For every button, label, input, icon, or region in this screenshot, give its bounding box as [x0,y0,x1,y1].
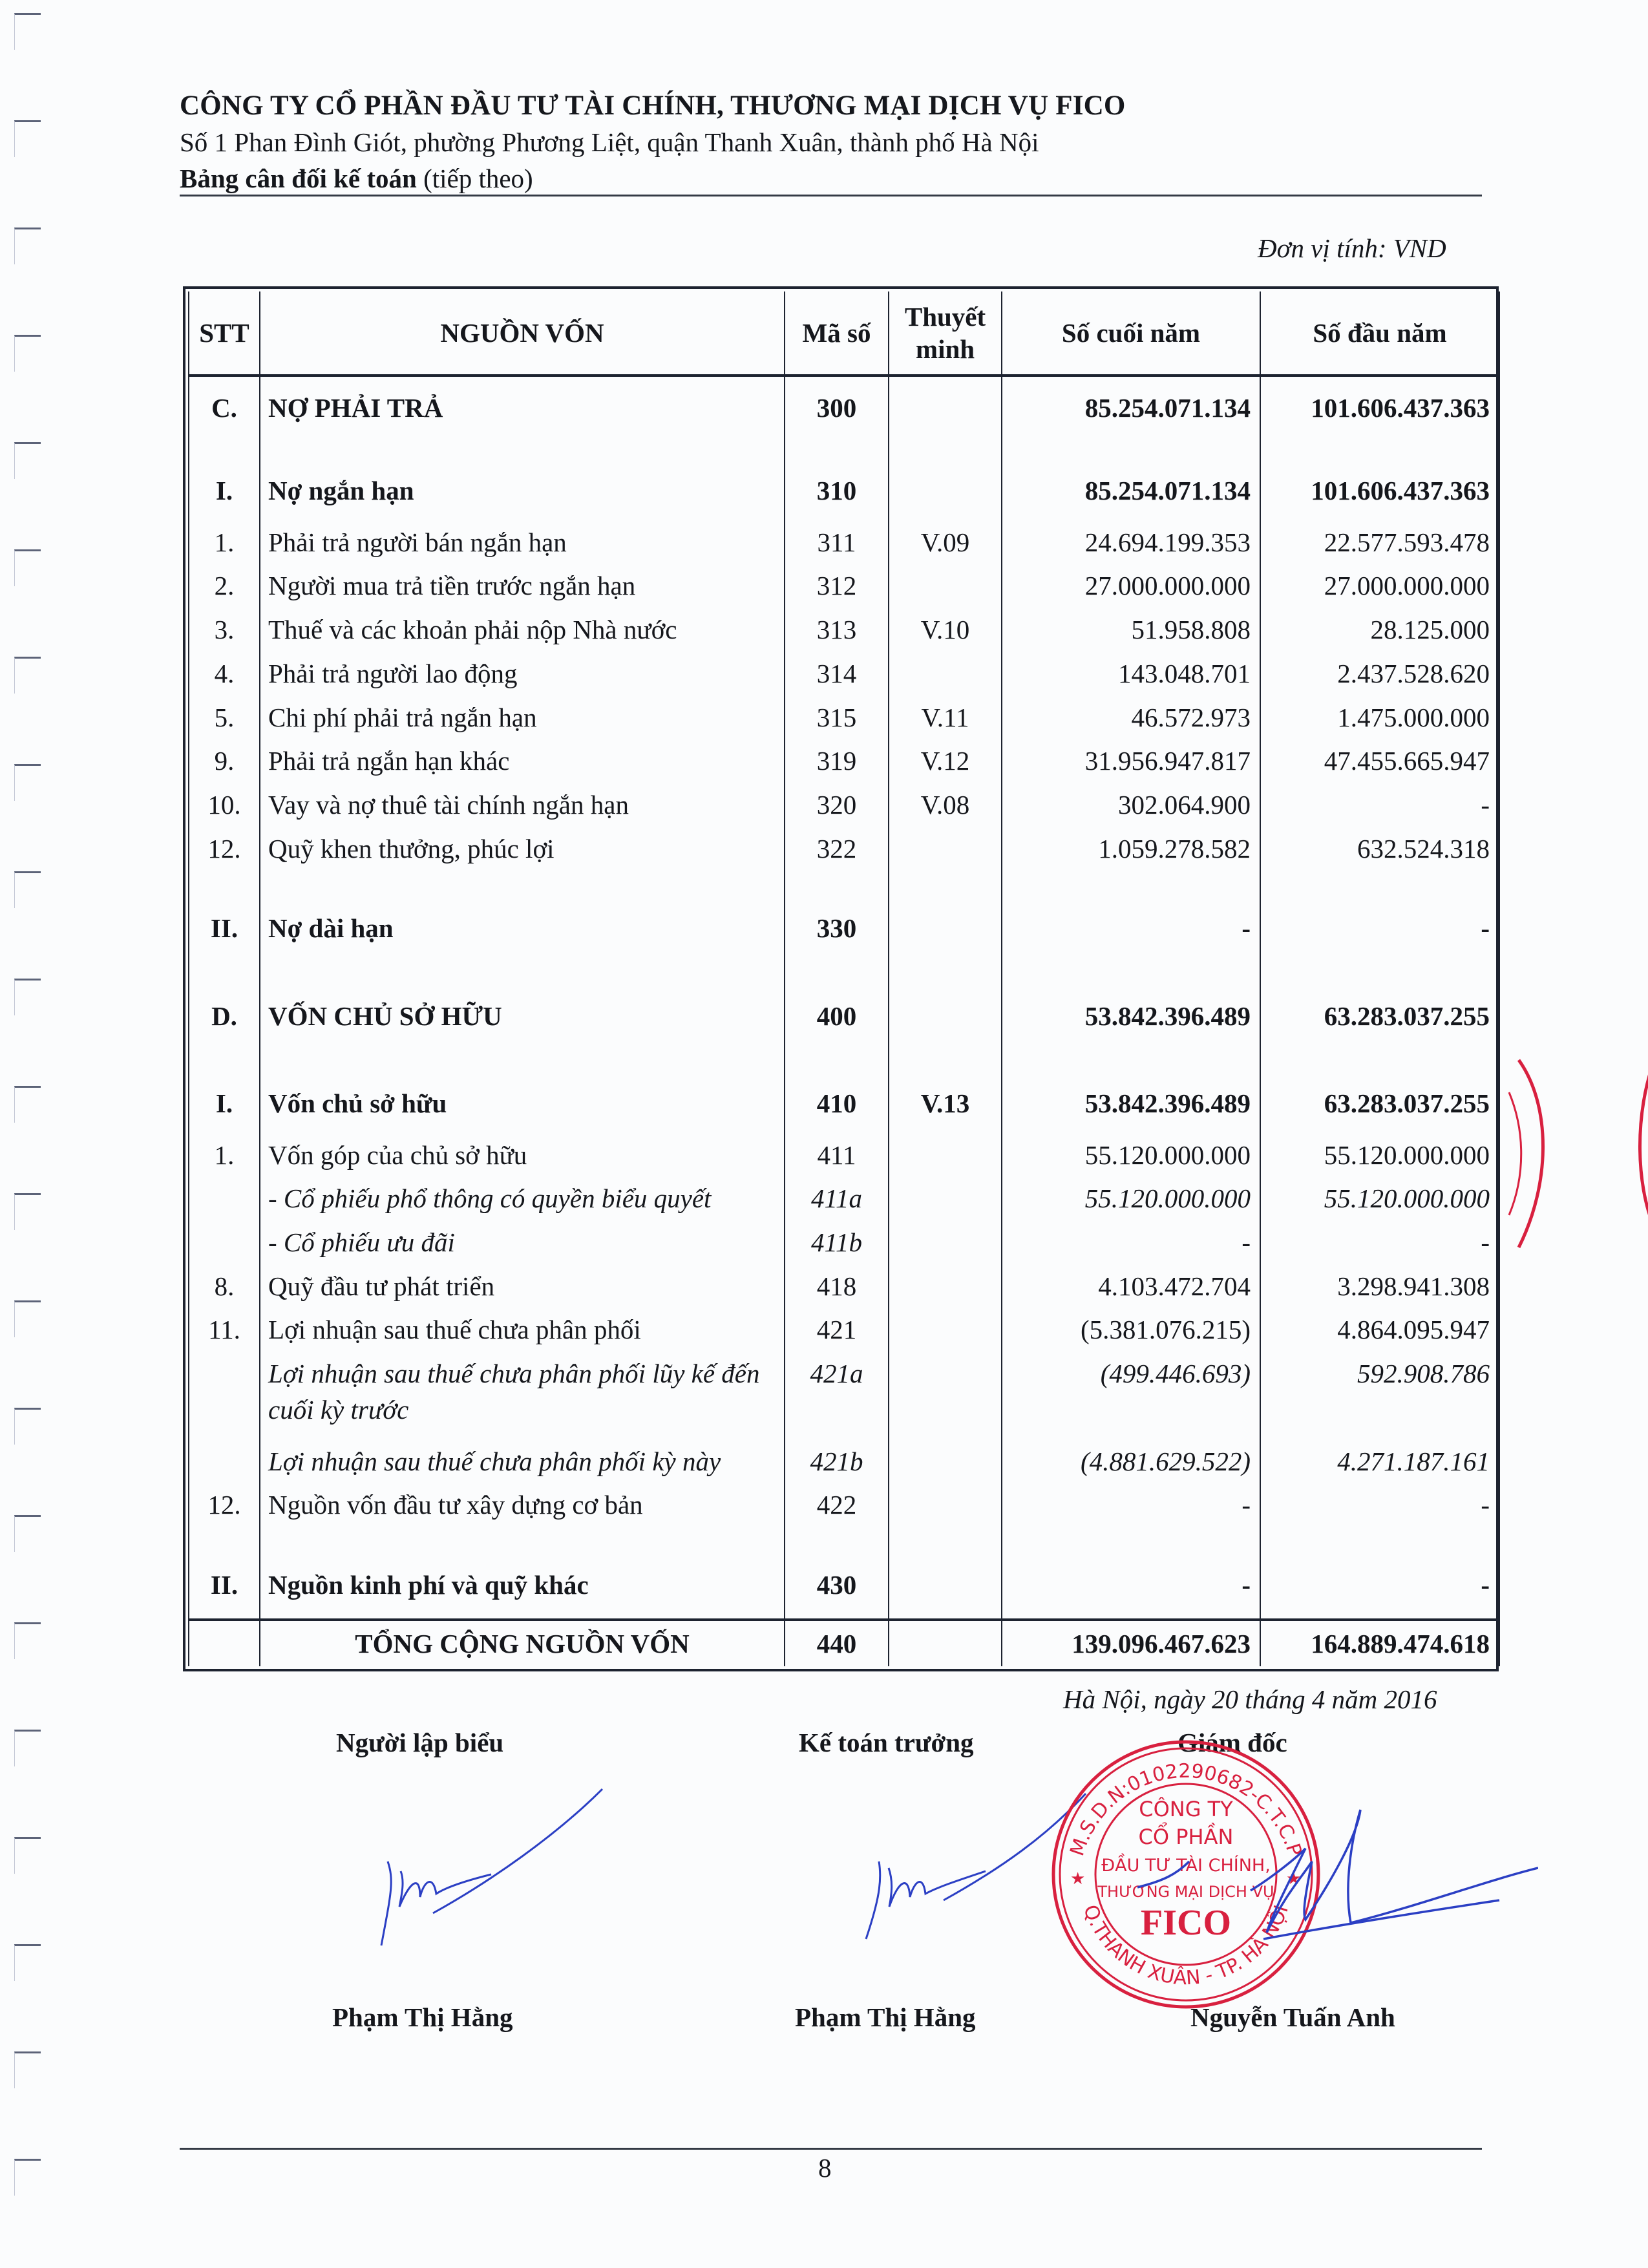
document-subtitle [180,160,1482,196]
cell-stt: I. [189,436,260,524]
cell-end-of-year: 31.956.947.817 [1002,743,1260,787]
total-cell-stt [189,1620,260,1666]
total-cell-beginning-of-year: 164.889.474.618 [1260,1620,1499,1666]
cell-code: 322 [785,831,889,874]
table-row [189,1487,1499,1531]
cell-code: 411 [785,1137,889,1181]
binding-hole [14,549,41,586]
seal-line-1: CÔNG TY [1139,1797,1233,1821]
cell-beginning-of-year: 101.606.437.363 [1260,376,1499,436]
cell-stt: D. [189,962,260,1049]
cell-end-of-year: 4.103.472.704 [1002,1268,1260,1312]
seal-star-icon: ★ [1070,1869,1086,1888]
seal-ring-top: M.S.D.N:0102290682-C.T.C.P [1066,1759,1306,1860]
cell-beginning-of-year: - [1260,787,1499,831]
cell-item-name: Nguồn vốn đầu tư xây dựng cơ bản [260,1487,785,1531]
document-header [180,88,1482,196]
cell-code: 319 [785,743,889,787]
cell-end-of-year: 1.059.278.582 [1002,831,1260,874]
cell-note [889,1355,1002,1443]
cell-code: 410 [785,1049,889,1136]
table-header-row [189,291,1499,376]
cell-end-of-year: (4.881.629.522) [1002,1443,1260,1487]
partial-seal-edge [1506,1054,1648,1260]
cell-beginning-of-year: 4.271.187.161 [1260,1443,1499,1487]
subtitle-continued: (tiếp theo) [416,164,533,193]
cell-stt: 10. [189,787,260,831]
binding-hole [14,764,41,801]
cell-item-name: - Cổ phiếu phổ thông có quyền biểu quyết [260,1180,785,1224]
cell-note [889,1180,1002,1224]
cell-note [889,1268,1002,1312]
cell-end-of-year: 85.254.071.134 [1002,376,1260,436]
cell-code: 314 [785,655,889,699]
cell-beginning-of-year: 3.298.941.308 [1260,1268,1499,1312]
total-row [189,1620,1499,1666]
cell-stt: 12. [189,1487,260,1531]
cell-code: 421a [785,1355,889,1443]
cell-note: V.08 [889,787,1002,831]
cell-end-of-year: 302.064.900 [1002,787,1260,831]
cell-code: 430 [785,1531,889,1618]
cell-item-name: Quỹ đầu tư phát triển [260,1268,785,1312]
cell-stt: II. [189,874,260,961]
cell-stt: 1. [189,1137,260,1181]
cell-beginning-of-year: 55.120.000.000 [1260,1180,1499,1224]
cell-note: V.09 [889,524,1002,568]
seal-line-2: CỔ PHẦN [1138,1825,1234,1849]
cell-end-of-year: 46.572.973 [1002,699,1260,743]
total-cell-note [889,1620,1002,1666]
col-header-name: NGUỒN VỐN [260,291,785,376]
cell-beginning-of-year: 63.283.037.255 [1260,962,1499,1049]
cell-code: 421 [785,1311,889,1355]
cell-end-of-year: - [1002,1531,1260,1618]
table-row [189,1224,1499,1268]
cell-note: V.12 [889,743,1002,787]
cell-stt: 12. [189,831,260,874]
cell-end-of-year: - [1002,874,1260,961]
cell-beginning-of-year: 28.125.000 [1260,611,1499,655]
seal-line-4: THƯƠNG MẠI DỊCH VỤ [1097,1883,1274,1901]
cell-code: 411b [785,1224,889,1268]
cell-item-name: Người mua trả tiền trước ngắn hạn [260,567,785,611]
cell-end-of-year: 27.000.000.000 [1002,567,1260,611]
binding-hole [14,228,41,264]
cell-beginning-of-year: - [1260,1531,1499,1618]
cell-end-of-year: 85.254.071.134 [1002,436,1260,524]
cell-stt: 1. [189,524,260,568]
col-header-code: Mã số [785,291,889,376]
cell-stt: 11. [189,1311,260,1355]
cell-note [889,1224,1002,1268]
company-name: CÔNG TY CỔ PHẦN ĐẦU TƯ TÀI CHÍNH, THƯƠNG MẠI DỊCH VỤ FICO [180,90,1126,121]
balance-sheet-table [188,291,1500,1666]
binding-hole [14,1837,41,1874]
cell-note [889,1311,1002,1355]
cell-item-name: Nợ dài hạn [260,874,785,961]
cell-note [889,831,1002,874]
table-row [189,655,1499,699]
table-row [189,743,1499,787]
cell-stt: 3. [189,611,260,655]
cell-note [889,1443,1002,1487]
cell-item-name: Vốn góp của chủ sở hữu [260,1137,785,1181]
cell-end-of-year: 24.694.199.353 [1002,524,1260,568]
table-row [189,1443,1499,1487]
cell-item-name: Nguồn kinh phí và quỹ khác [260,1531,785,1618]
cell-item-name: Lợi nhuận sau thuế chưa phân phối [260,1311,785,1355]
cell-code: 310 [785,436,889,524]
cell-code: 411a [785,1180,889,1224]
preparer-signature [362,1784,633,1952]
table-row [189,831,1499,874]
table-row [189,436,1499,524]
cell-beginning-of-year: - [1260,1487,1499,1531]
table-row [189,1137,1499,1181]
cell-end-of-year: (499.446.693) [1002,1355,1260,1443]
cell-note [889,436,1002,524]
total-cell-end-of-year: 139.096.467.623 [1002,1620,1260,1666]
table-row [189,1180,1499,1224]
cell-item-name: Phải trả người bán ngắn hạn [260,524,785,568]
table-row [189,1311,1499,1355]
cell-note [889,376,1002,436]
binding-hole [14,2159,41,2196]
footer-divider [180,2148,1482,2150]
cell-end-of-year: 53.842.396.489 [1002,1049,1260,1136]
table-row [189,524,1499,568]
table-row [189,1531,1499,1618]
cell-beginning-of-year: 2.437.528.620 [1260,655,1499,699]
cell-end-of-year: 53.842.396.489 [1002,962,1260,1049]
cell-stt [189,1355,260,1443]
page-number: 8 [818,2153,832,2183]
director-signature [1137,1784,1538,1952]
col-header-end-of-year: Số cuối năm [1002,291,1260,376]
table-row [189,1268,1499,1312]
preparer-role: Người lập biểu [336,1728,504,1757]
cell-beginning-of-year: 592.908.786 [1260,1355,1499,1443]
cell-code: 422 [785,1487,889,1531]
cell-code: 320 [785,787,889,831]
table-row [189,1355,1499,1443]
cell-code: 421b [785,1443,889,1487]
table-row [189,611,1499,655]
cell-note [889,1531,1002,1618]
binding-hole [14,1193,41,1230]
binding-hole [14,1730,41,1766]
cell-code: 400 [785,962,889,1049]
subtitle-bold: Bảng cân đối kế toán [180,164,417,193]
cell-code: 418 [785,1268,889,1312]
table-row [189,787,1499,831]
binding-hole [14,442,41,479]
table-row [189,699,1499,743]
cell-item-name: Lợi nhuận sau thuế chưa phân phối kỳ này [260,1443,785,1487]
currency-unit: Đơn vị tính: VND [1258,233,1446,263]
cell-beginning-of-year: 55.120.000.000 [1260,1137,1499,1181]
seal-ring-bottom: Q.THANH XUÂN - TP. HÀ NỘI [1078,1902,1293,1990]
director-name: Nguyễn Tuấn Anh [1190,2002,1395,2032]
seal-line-5: FICO [1141,1903,1231,1943]
cell-code: 313 [785,611,889,655]
binding-hole [14,1515,41,1552]
place-and-date: Hà Nội, ngày 20 tháng 4 năm 2016 [1063,1684,1437,1714]
cell-beginning-of-year: 101.606.437.363 [1260,436,1499,524]
binding-hole [14,657,41,694]
cell-stt: 8. [189,1268,260,1312]
binding-hole [14,1622,41,1659]
cell-item-name: - Cổ phiếu ưu đãi [260,1224,785,1268]
table-row [189,376,1499,436]
cell-note [889,962,1002,1049]
binding-hole [14,335,41,372]
cell-stt [189,1224,260,1268]
cell-beginning-of-year: 1.475.000.000 [1260,699,1499,743]
cell-end-of-year: - [1002,1224,1260,1268]
cell-stt [189,1443,260,1487]
cell-item-name: Thuế và các khoản phải nộp Nhà nước [260,611,785,655]
preparer-name: Phạm Thị Hằng [332,2002,513,2032]
cell-stt: II. [189,1531,260,1618]
cell-item-name: NỢ PHẢI TRẢ [260,376,785,436]
cell-note: V.13 [889,1049,1002,1136]
col-header-note: Thuyết minh [889,291,1002,376]
cell-item-name: Vốn chủ sở hữu [260,1049,785,1136]
table-row [189,874,1499,961]
cell-item-name: Phải trả ngắn hạn khác [260,743,785,787]
cell-beginning-of-year: 63.283.037.255 [1260,1049,1499,1136]
table-row [189,1049,1499,1136]
binding-hole [14,13,41,50]
cell-end-of-year: - [1002,1487,1260,1531]
binding-hole [14,871,41,908]
cell-note: V.10 [889,611,1002,655]
binding-hole [14,1300,41,1337]
chief-accountant-role: Kế toán trưởng [799,1728,974,1757]
table-row [189,567,1499,611]
chief-accountant-name: Phạm Thị Hằng [795,2002,976,2032]
company-address: Số 1 Phan Đình Giót, phường Phương Liệt, quận Thanh Xuân, thành phố Hà Nội [180,127,1039,157]
cell-end-of-year: 143.048.701 [1002,655,1260,699]
balance-sheet-table-frame [183,286,1499,1671]
cell-beginning-of-year: - [1260,874,1499,961]
cell-code: 312 [785,567,889,611]
binding-hole [14,1944,41,1981]
director-role: Giám đốc [1178,1728,1287,1757]
cell-note [889,1487,1002,1531]
cell-item-name: Chi phí phải trả ngắn hạn [260,699,785,743]
cell-note [889,874,1002,961]
binding-hole [14,979,41,1015]
total-cell-code: 440 [785,1620,889,1666]
cell-end-of-year: 55.120.000.000 [1002,1137,1260,1181]
col-header-stt: STT [189,291,260,376]
cell-code: 300 [785,376,889,436]
table-row [189,962,1499,1049]
cell-stt: C. [189,376,260,436]
seal-star-icon: ★ [1286,1869,1302,1888]
cell-stt [189,1180,260,1224]
binding-hole [14,1086,41,1123]
cell-note: V.11 [889,699,1002,743]
cell-note [889,1137,1002,1181]
seal-line-3: ĐẦU TƯ TÀI CHÍNH, [1101,1856,1271,1876]
cell-code: 311 [785,524,889,568]
cell-beginning-of-year: 22.577.593.478 [1260,524,1499,568]
cell-stt: I. [189,1049,260,1136]
cell-beginning-of-year: 27.000.000.000 [1260,567,1499,611]
cell-end-of-year: 51.958.808 [1002,611,1260,655]
binding-hole [14,120,41,157]
cell-item-name: Nợ ngắn hạn [260,436,785,524]
total-cell-item-name: TỔNG CỘNG NGUỒN VỐN [260,1620,785,1666]
cell-item-name: VỐN CHỦ SỞ HỮU [260,962,785,1049]
cell-note [889,567,1002,611]
col-header-beginning-of-year: Số đầu năm [1260,291,1499,376]
cell-beginning-of-year: 4.864.095.947 [1260,1311,1499,1355]
cell-stt: 9. [189,743,260,787]
binding-hole [14,2051,41,2088]
header-divider [180,195,1482,196]
cell-end-of-year: 55.120.000.000 [1002,1180,1260,1224]
cell-stt: 5. [189,699,260,743]
cell-beginning-of-year: - [1260,1224,1499,1268]
binding-hole [14,1408,41,1445]
cell-item-name: Quỹ khen thưởng, phúc lợi [260,831,785,874]
cell-stt: 4. [189,655,260,699]
cell-code: 330 [785,874,889,961]
cell-item-name: Vay và nợ thuê tài chính ngắn hạn [260,787,785,831]
cell-beginning-of-year: 632.524.318 [1260,831,1499,874]
cell-stt: 2. [189,567,260,611]
cell-item-name: Phải trả người lao động [260,655,785,699]
cell-item-name: Lợi nhuận sau thuế chưa phân phối lũy kế đến cuối kỳ trước [260,1355,785,1443]
cell-note [889,655,1002,699]
cell-code: 315 [785,699,889,743]
cell-beginning-of-year: 47.455.665.947 [1260,743,1499,787]
cell-end-of-year: (5.381.076.215) [1002,1311,1260,1355]
